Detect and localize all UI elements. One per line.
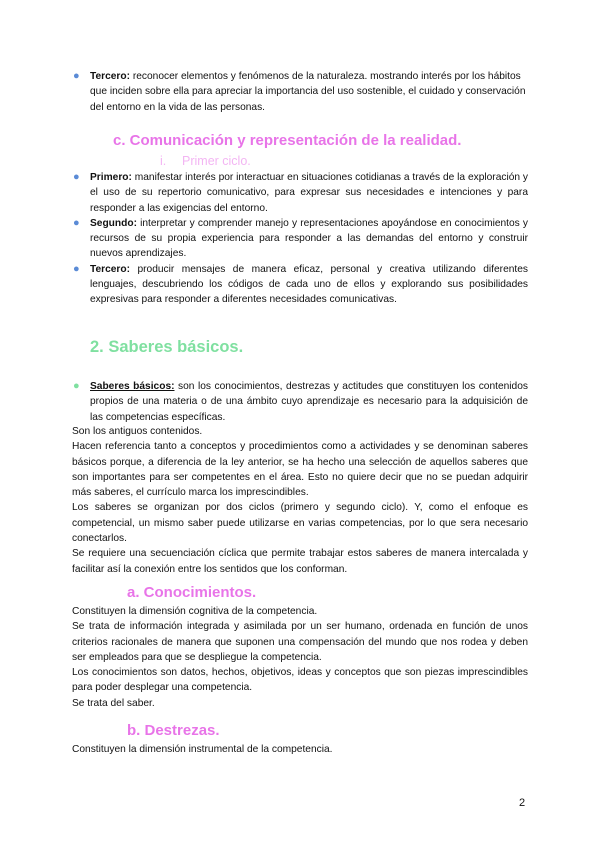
intro-bullet-list	[73, 69, 528, 115]
paragraph: Se trata de información integrada y asimilada por un ser humano, ordenada en función de unos criterios racionales de manera que suponen una compensación del mundo que nos rodea y deben ser empleados para que se despliegue la competencia.	[72, 621, 528, 663]
bullet-label: Tercero:	[90, 263, 131, 275]
list-item	[73, 262, 528, 308]
section-2-body	[72, 424, 528, 577]
list-item	[73, 69, 528, 115]
page-number: 2	[519, 797, 526, 809]
bullet-label: Segundo:	[90, 217, 137, 229]
bullet-icon: ●	[73, 380, 80, 392]
subsection-title: Primer ciclo.	[182, 154, 251, 168]
paragraph: Los conocimientos son datos, hechos, objetivos, ideas y conceptos que son piezas imprescindibles para poder desplegar una competencia.	[72, 667, 528, 694]
paragraph: Se trata del saber.	[72, 697, 155, 709]
bullet-text: manifestar interés por interactuar en situaciones cotidianas a través de la exploración y el uso de su repertorio comunicativo, para expresar sus necesidades e intenciones y para responder a las exigencias del entorno.	[90, 172, 528, 214]
paragraph: Se requiere una secuenciación cíclica que permite trabajar estos saberes de manera intercalada y facilitar así la conexión entre los sentidos que los conforman.	[72, 548, 528, 575]
list-item	[73, 216, 528, 262]
bullet-icon: ●	[73, 70, 80, 82]
section-a-heading: a. Conocimientos.	[127, 584, 257, 601]
bullet-text: reconocer elementos y fenómenos de la naturaleza. mostrando interés por los hábitos que inciden sobre ella para apreciar la importancia del uso sostenible, el cuidado y conservación del entorno en la vida de las personas.	[90, 71, 526, 113]
subsection-number: i.	[160, 154, 167, 168]
list-item	[73, 379, 528, 425]
bullet-label: Primero:	[90, 172, 132, 183]
subsection-heading	[160, 154, 251, 168]
list-item	[73, 170, 528, 216]
paragraph: Constituyen la dimensión instrumental de la competencia.	[72, 744, 333, 755]
section-a-body	[72, 604, 528, 711]
bullet-label: Tercero:	[90, 71, 131, 82]
paragraph: Constituyen la dimensión cognitiva de la competencia.	[72, 606, 318, 617]
section-c-heading: c. Comunicación y representación de la realidad.	[113, 132, 462, 149]
bullet-text: interpretar y comprender manejo y representaciones apoyándose en conocimientos y recursos de su propia experiencia para responder a las demandas del entorno y construir nuevos aprendizajes.	[90, 217, 528, 260]
section-b-heading: b. Destrezas.	[127, 722, 220, 739]
bullet-icon: ●	[73, 171, 80, 183]
bullet-text: producir mensajes de manera eficaz, personal y creativa utilizando diferentes lenguajes, descubriendo los códigos de cada uno de ellos y explorando sus posibilidades expresivas para responder a diferentes necesidades comunicativas.	[90, 263, 528, 306]
paragraph: Los saberes se organizan por dos ciclos (primero y segundo ciclo). Y, como el enfoque es competencial, un mismo saber puede utilizarse en varias competencias, por lo que sera necesario conectarlos.	[72, 502, 528, 545]
section-b-body	[72, 742, 528, 757]
paragraph: Son los antiguos contenidos.	[72, 426, 203, 437]
bullet-icon: ●	[73, 262, 80, 275]
section-2-heading: 2. Saberes básicos.	[90, 338, 244, 356]
bullet-label: Saberes básicos:	[90, 381, 175, 392]
section-c-bullet-list	[73, 170, 528, 308]
paragraph: Hacen referencia tanto a conceptos y procedimientos como a actividades y se denominan saberes básicos porque, a diferencia de la ley anterior, se ha hecho una selección de aquellos saberes que son importantes para ser competentes en el área. Esto no quiere decir que no se puedan adquirir más saberes, el currículo marca los imprescindibles.	[72, 441, 528, 499]
bullet-icon: ●	[73, 216, 80, 229]
bullet-text: son los conocimientos, destrezas y actitudes que constituyen los contenidos propios de una materia o de una ámbito cuyo aprendizaje es necesario para la adquisición de las competencias específicas.	[90, 381, 528, 423]
saberes-bullet-list	[73, 379, 528, 425]
